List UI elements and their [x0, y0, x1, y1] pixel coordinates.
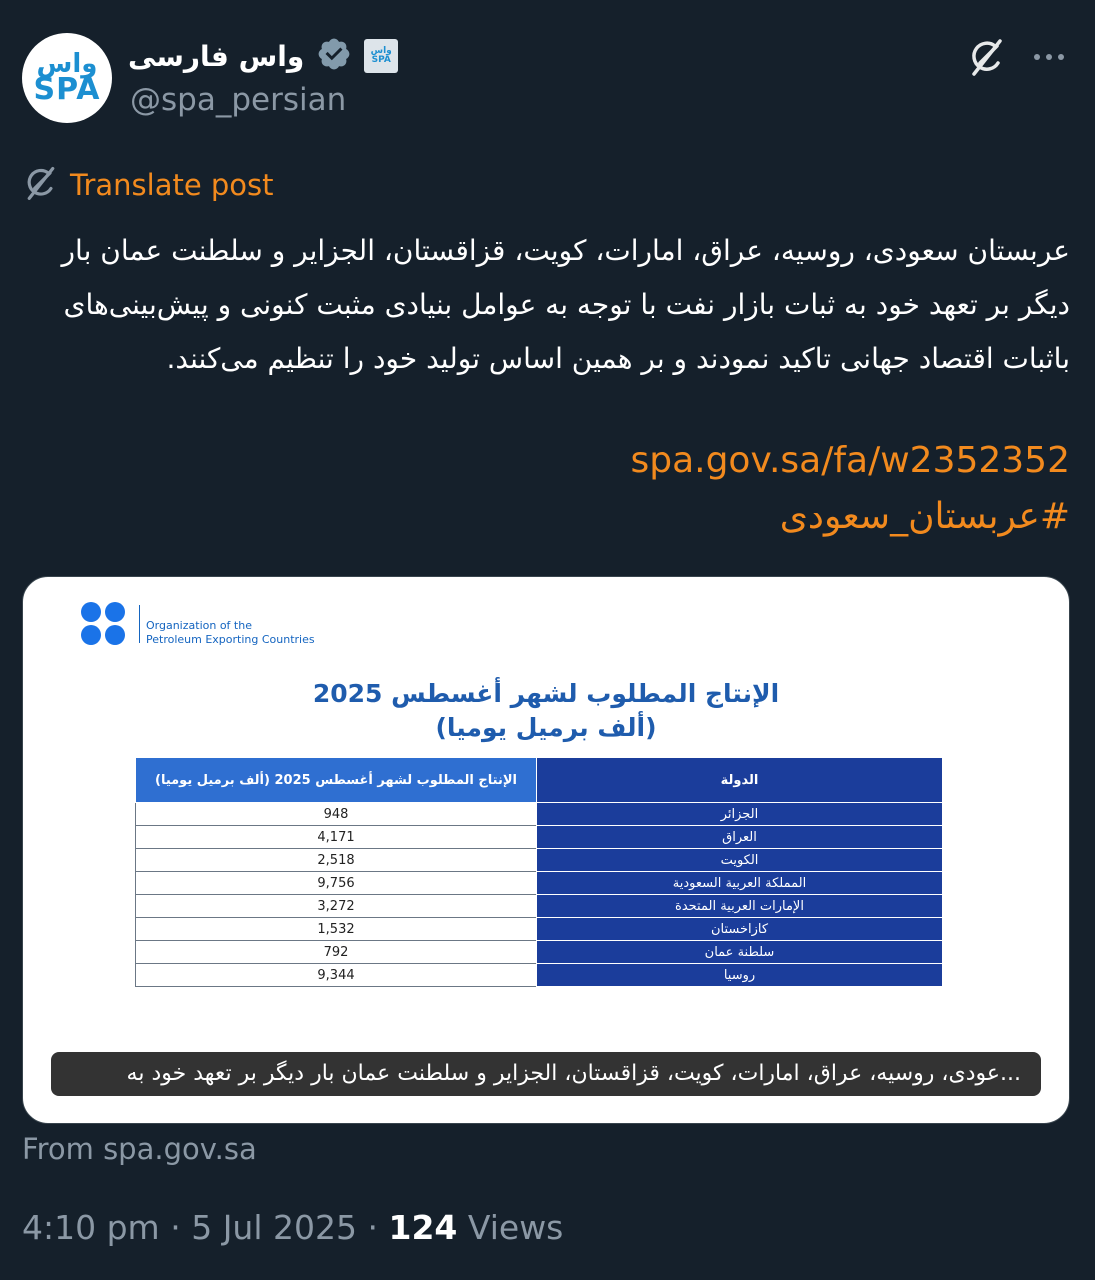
affiliate-badge-icon[interactable]: [364, 39, 398, 73]
table-row: [136, 803, 943, 826]
row-production-value: 1,532: [136, 918, 537, 941]
tweet-date[interactable]: 5 Jul 2025: [191, 1208, 357, 1247]
opec-logo-icon: [79, 601, 129, 647]
affiliate-badge-bottom: SPA: [371, 55, 391, 65]
card-source[interactable]: From spa.gov.sa: [22, 1132, 257, 1166]
tweet-link[interactable]: spa.gov.sa/fa/w2352352: [630, 440, 1070, 481]
table-row: [136, 872, 943, 895]
opec-name: [146, 619, 315, 647]
tweet-text: عربستان سعودی، روسیه، عراق، امارات، کویت، قزاقستان، الجزایر و سلطنت عمان بار دیگر بر تعهد خود به ثبات بازار نفت با توجه به عوامل بنیادی مثبت کنونی و پیش‌بینی‌های باثبات اقتصاد جهانی تاکید نمودند و بر همین اساس تولید خود را تنظیم می‌کنند.: [61, 234, 1070, 375]
account-name-row[interactable]: [128, 34, 398, 78]
row-production-value: 948: [136, 803, 537, 826]
translate-icon: [22, 164, 60, 206]
tweet-meta: [22, 1208, 563, 1247]
meta-separator: ·: [170, 1208, 181, 1247]
row-country: كازاخستان: [537, 918, 943, 941]
table-row: [136, 849, 943, 872]
table-header-row: [136, 758, 943, 803]
table-title-line1: الإنتاج المطلوب لشهر أغسطس 2025: [312, 679, 780, 708]
row-production-value: 3,272: [136, 895, 537, 918]
image-alt-caption: ...عودی، روسیه، عراق، امارات، کویت، قزاقستان، الجزایر و سلطنت عمان بار دیگر بر تعهد خود به: [51, 1052, 1041, 1096]
avatar-logo-bottom: SPA: [33, 72, 101, 107]
views-count: 124: [388, 1208, 458, 1247]
opec-name-line2: Petroleum Exporting Countries: [146, 633, 315, 646]
opec-name-line1: Organization of the: [146, 619, 252, 632]
display-name[interactable]: واس فارسی: [128, 39, 305, 73]
tweet-hashtag[interactable]: #عربستان_سعودی: [779, 496, 1070, 537]
more-options-icon[interactable]: [1030, 42, 1070, 72]
table-row: [136, 826, 943, 849]
row-production-value: 9,344: [136, 964, 537, 987]
table-title-line2: (ألف برميل يوميا): [435, 713, 657, 742]
tweet-time[interactable]: 4:10 pm: [22, 1208, 160, 1247]
row-country: المملكة العربية السعودية: [537, 872, 943, 895]
row-production-value: 9,756: [136, 872, 537, 895]
row-country: العراق: [537, 826, 943, 849]
table-row: [136, 895, 943, 918]
row-country: سلطنة عمان: [537, 941, 943, 964]
attached-image-card[interactable]: [22, 576, 1070, 1124]
row-country: الجزائر: [537, 803, 943, 826]
row-production-value: 2,518: [136, 849, 537, 872]
views-label: Views: [467, 1208, 564, 1247]
table-row: [136, 941, 943, 964]
table-row: [136, 918, 943, 941]
row-country: الكويت: [537, 849, 943, 872]
affiliate-badge-top: واس: [370, 46, 392, 56]
row-production-value: 4,171: [136, 826, 537, 849]
account-handle[interactable]: @spa_persian: [130, 82, 347, 118]
logo-divider: [139, 605, 140, 643]
avatar-logo-top: واس: [36, 49, 98, 79]
row-production-value: 792: [136, 941, 537, 964]
row-country: الإمارات العربية المتحدة: [537, 895, 943, 918]
header-production: الإنتاج المطلوب لشهر أغسطس 2025 (ألف برميل يوميا): [136, 758, 537, 803]
avatar[interactable]: [22, 33, 112, 123]
table-title: [23, 677, 1069, 745]
table-row: [136, 964, 943, 987]
header-country: الدولة: [537, 758, 943, 803]
verified-badge-icon: [316, 36, 352, 76]
grok-icon[interactable]: [966, 36, 1008, 78]
row-country: روسيا: [537, 964, 943, 987]
translate-post-label: Translate post: [70, 168, 274, 202]
translate-post-button[interactable]: [22, 164, 274, 206]
production-table: [135, 757, 943, 987]
meta-separator: ·: [367, 1208, 378, 1247]
